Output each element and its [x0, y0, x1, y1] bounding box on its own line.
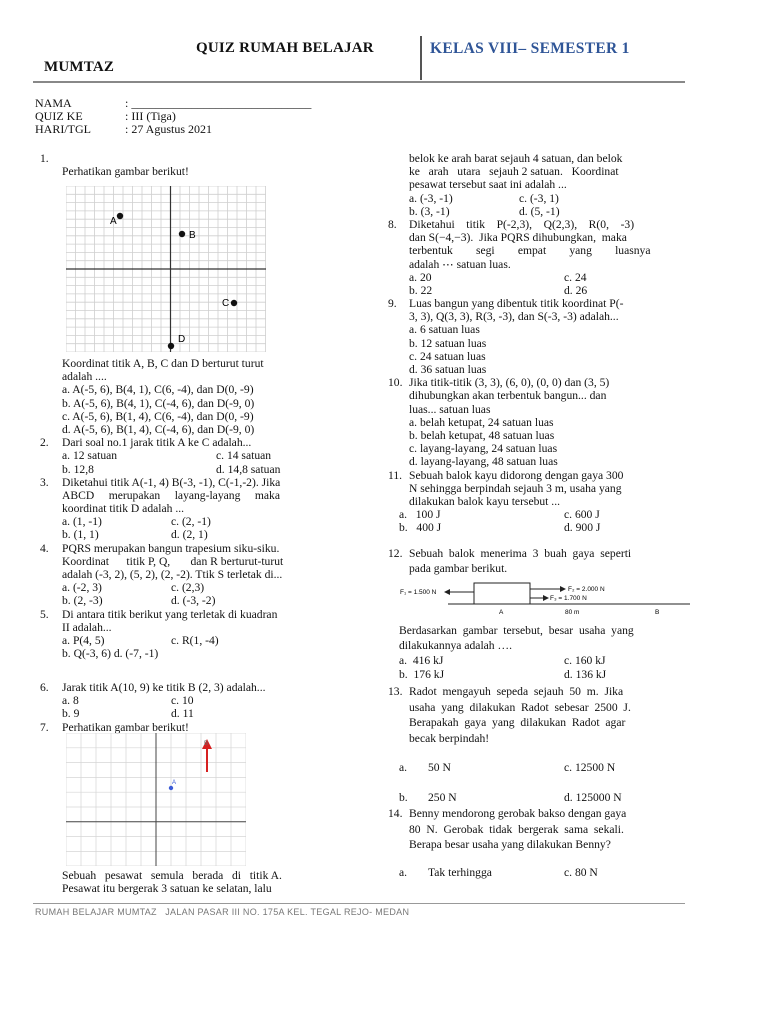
q1-text: Perhatikan gambar berikut!: [62, 165, 189, 179]
q7-line-r1: belok ke arah barat sejauh 4 satuan, dan belok: [409, 152, 623, 165]
q7-option-d[interactable]: d. (5, -1): [519, 204, 560, 218]
q12-line-4: dilakukannya adalah ….: [399, 639, 512, 652]
q4-option-c[interactable]: c. (2,3): [171, 581, 205, 595]
q10-line-2: dihubungkan akan terbentuk bangun... dan: [409, 389, 607, 403]
q12-block-lower: [388, 624, 688, 682]
q14-number: 14.: [388, 807, 403, 820]
q3-option-c[interactable]: c. (2, -1): [171, 515, 211, 529]
q6-option-d[interactable]: d. 11: [171, 707, 194, 721]
q2-number: 2.: [40, 436, 49, 450]
nama-label: NAMA: [35, 96, 72, 110]
q6-option-b[interactable]: b. 9: [62, 707, 80, 721]
q7-label-a: A: [172, 780, 177, 786]
q4-option-a[interactable]: a. (-2, 3): [62, 581, 102, 595]
quiz-subtitle: MUMTAZ: [44, 59, 115, 75]
q11-option-d[interactable]: d. 900 J: [564, 521, 601, 535]
q14-option-c[interactable]: c. 80 N: [564, 866, 598, 879]
q7-option-b[interactable]: b. (3, -1): [409, 204, 450, 218]
q13-option-b-letter: b.: [399, 791, 408, 804]
left-column-q6: [35, 681, 340, 734]
q12-option-d[interactable]: d. 136 kJ: [564, 668, 607, 681]
q8-option-a[interactable]: a. 20: [409, 270, 432, 284]
q7-option-a[interactable]: a. (-3, -1): [409, 191, 453, 205]
footer-rule: [33, 903, 685, 904]
q12-f3-label: F₃ = 1.700 N: [550, 595, 587, 602]
footer-address: RUMAH BELAJAR MUMTAZ JALAN PASAR III NO. 175A KEL. TEGAL REJO- MEDAN: [35, 907, 410, 917]
q8-number: 8.: [388, 217, 397, 231]
q12-point-b: B: [655, 609, 660, 616]
q7-line-1: Sebuah pesawat semula berada di titik A.: [62, 869, 282, 882]
q11-option-a[interactable]: a. 100 J: [399, 508, 441, 522]
q12-number: 12.: [388, 547, 403, 560]
q6-option-c[interactable]: c. 10: [171, 694, 194, 708]
q13-option-d[interactable]: d. 125000 N: [564, 791, 622, 804]
q12-option-a[interactable]: a. 416 kJ: [399, 654, 444, 667]
left-column-lower: [35, 357, 340, 660]
q10-option-a[interactable]: a. belah ketupat, 24 satuan luas: [409, 415, 554, 429]
left-column: [35, 152, 340, 178]
q7-line-r3: pesawat tersebut saat ini adalah ...: [409, 178, 567, 192]
q7-text: Perhatikan gambar berikut!: [62, 720, 189, 734]
q9-option-c[interactable]: c. 24 satuan luas: [409, 349, 486, 363]
q10-option-c[interactable]: c. layang-layang, 24 satuan luas: [409, 442, 558, 456]
q11-line-1: Sebuah balok kayu didorong dengan gaya 300: [409, 468, 624, 482]
q7-option-c[interactable]: c. (-3, 1): [519, 191, 559, 205]
q13-option-b[interactable]: 250 N: [428, 791, 457, 804]
q10-option-d[interactable]: d. layang-layang, 48 satuan luas: [409, 455, 558, 469]
q13-line-3: Berapakah gaya yang dilakukan Radot agar: [409, 716, 626, 729]
q12-distance: 80 m: [565, 609, 580, 616]
q3-line-3: koordinat titik D adalah ...: [62, 502, 185, 516]
q5-option-c[interactable]: c. R(1, -4): [171, 633, 219, 647]
q12-point-a: A: [499, 609, 504, 616]
q12-f3-head: [543, 595, 549, 601]
nama-value[interactable]: : ______________________________: [125, 96, 312, 110]
q1-point-b: [179, 231, 185, 237]
q8-line-1: Diketahui titik P(-2,3), Q(2,3), R(0, -3): [409, 217, 635, 231]
q1-question-l1: Koordinat titik A, B, C dan D berturut turut: [62, 357, 264, 370]
date-value: : 27 Agustus 2021: [125, 122, 213, 136]
q13-options-row1: [388, 761, 688, 774]
q2-option-c[interactable]: c. 14 satuan: [216, 449, 272, 463]
q14-option-a-letter: a.: [399, 866, 408, 879]
q1-option-c[interactable]: c. A(-5, 6), B(1, 4), C(6, -4), dan D(0, -9): [62, 409, 254, 423]
q13-line-4: becak berpindah!: [409, 731, 490, 745]
q3-option-d[interactable]: d. (2, 1): [171, 528, 208, 542]
left-column-q7-text: [35, 869, 340, 895]
q12-force-diagram: [400, 580, 690, 618]
q6-option-a[interactable]: a. 8: [62, 694, 79, 708]
q3-option-b[interactable]: b. (1, 1): [62, 528, 99, 542]
q10-option-b[interactable]: b. belah ketupat, 48 satuan luas: [409, 428, 555, 442]
q10-line-3: luas... satuan luas: [409, 402, 491, 416]
q1-label-c: C: [222, 298, 230, 309]
q3-option-a[interactable]: a. (1, -1): [62, 515, 102, 529]
q3-line-2: ABCD merupakan layang-layang maka: [62, 488, 280, 502]
date-label: HARI/TGL: [35, 122, 91, 136]
q10-line-1: Jika titik-titik (3, 3), (6, 0), (0, 0) dan (3, 5): [409, 376, 610, 390]
q5-number: 5.: [40, 607, 49, 621]
q11-option-b[interactable]: b. 400 J: [399, 521, 442, 535]
q11-line-2: N sehingga berpindah sejauh 3 m, usaha yang: [409, 481, 622, 495]
q12-block: [388, 547, 688, 575]
q1-point-d: [168, 343, 174, 349]
student-info: [35, 97, 311, 136]
q5-option-bd[interactable]: b. Q(-3, 6) d. (-7, -1): [62, 647, 159, 661]
q5-line-1: Di antara titik berikut yang terletak di kuadran: [62, 607, 278, 621]
q8-option-d[interactable]: d. 26: [564, 283, 588, 297]
q1-number: 1.: [40, 152, 49, 165]
q7-coordinate-grid: [66, 733, 246, 866]
q14-line-1: Benny mendorong gerobak bakso dengan gaya: [409, 807, 627, 820]
q13-option-c[interactable]: c. 12500 N: [564, 761, 616, 774]
q1-label-d: D: [178, 334, 186, 345]
q3-number: 3.: [40, 475, 49, 489]
q12-line-1: Sebuah balok menerima 3 buah gaya seperti: [409, 547, 632, 560]
q6-text: Jarak titik A(10, 9) ke titik B (2, 3) adalah...: [62, 681, 266, 694]
q4-line-1: PQRS merupakan bangun trapesium siku-siku.: [62, 541, 280, 555]
q3-line-1: Diketahui titik A(-1, 4) B(-3, -1), C(-1,-2). Jika: [62, 475, 281, 489]
quiz-title: QUIZ RUMAH BELAJAR: [196, 40, 374, 56]
q8-option-b[interactable]: b. 22: [409, 283, 433, 297]
q1-label-a: A: [110, 216, 117, 227]
q7-number: 7.: [40, 720, 49, 734]
header-rule: [33, 81, 685, 83]
q8-line-4: adalah ⋯ satuan luas.: [409, 257, 511, 271]
q7-line-2: Pesawat itu bergerak 3 satuan ke selatan, lalu: [62, 882, 272, 896]
q1-question-l2: adalah ....: [62, 370, 107, 384]
q1-coordinate-grid: [66, 186, 266, 352]
q14-option-a[interactable]: Tak terhingga: [428, 866, 492, 879]
q9-option-b[interactable]: b. 12 satuan luas: [409, 336, 487, 350]
q8-line-3: terbentuk segi empat yang luasnya: [409, 244, 651, 258]
q12-f2-head: [560, 586, 566, 592]
class-info: KELAS VIII– SEMESTER 1: [430, 40, 630, 57]
q4-number: 4.: [40, 541, 49, 555]
q10-number: 10.: [388, 376, 403, 390]
q11-option-c[interactable]: c. 600 J: [564, 508, 600, 522]
q13-options-row2: [388, 791, 688, 804]
q2-text: Dari soal no.1 jarak titik A ke C adalah...: [62, 436, 252, 450]
q9-line-1: Luas bangun yang dibentuk titik koordinat P(-: [409, 297, 624, 311]
q14-line-2: 80 N. Gerobak tidak bergerak sama sekali.: [409, 822, 624, 836]
q1-point-a: [117, 213, 123, 219]
q7-point-a: [169, 786, 173, 790]
q12-f1-label: F₁ = 1.500 N: [400, 589, 437, 596]
q14-line-3: Berapa besar usaha yang dilakukan Benny?: [409, 838, 611, 851]
q12-option-b[interactable]: b. 176 kJ: [399, 668, 445, 681]
q2-option-d[interactable]: d. 14,8 satuan: [216, 462, 281, 476]
header-divider: [420, 36, 422, 80]
q2-option-a[interactable]: a. 12 satuan: [62, 449, 118, 463]
quiz-value: : III (Tiga): [125, 109, 176, 123]
q1-option-d[interactable]: d. A(-5, 6), B(1, 4), C(-4, 6), dan D(-9, 0): [62, 422, 255, 436]
q9-line-2: 3, 3), Q(3, 3), R(3, -3), dan S(-3, -3) adalah...: [409, 310, 619, 324]
q13-line-2: usaha yang dilakukan Radot sebesar 2500 J.: [409, 700, 631, 714]
q12-block-box: [474, 583, 530, 604]
q9-option-a[interactable]: a. 6 satuan luas: [409, 323, 480, 337]
q8-line-2: dan S(−4,−3). Jika PQRS dihubungkan, maka: [409, 231, 627, 245]
q5-line-2: II adalah...: [62, 620, 112, 634]
q13-number: 13.: [388, 685, 403, 698]
q7-line-r2: ke arah utara sejauh 2 satuan. Koordinat: [409, 165, 619, 179]
q9-option-d[interactable]: d. 36 satuan luas: [409, 363, 487, 376]
q12-f1-head: [444, 589, 450, 595]
q1-option-b[interactable]: b. A(-5, 6), B(4, 1), C(-4, 6), dan D(-9, 0): [62, 396, 255, 410]
q4-option-b[interactable]: b. (2, -3): [62, 594, 103, 608]
q13-option-a-letter: a.: [399, 761, 408, 774]
q1-option-a[interactable]: a. A(-5, 6), B(4, 1), C(6, -4), dan D(0, -9): [62, 383, 254, 397]
q12-option-c[interactable]: c. 160 kJ: [564, 654, 606, 667]
quiz-label: QUIZ KE: [35, 109, 83, 123]
q14-block: [388, 807, 688, 854]
q1-point-c: [231, 300, 237, 306]
q8-option-c[interactable]: c. 24: [564, 270, 587, 284]
q4-line-2: Koordinat titik P, Q, dan R berturut-turut: [62, 554, 284, 568]
q2-option-b[interactable]: b. 12,8: [62, 462, 94, 476]
q5-option-a[interactable]: a. P(4, 5): [62, 633, 105, 647]
q12-line-2: pada gambar berikut.: [409, 562, 508, 575]
q6-number: 6.: [40, 681, 49, 694]
q9-number: 9.: [388, 297, 397, 311]
q11-number: 11.: [388, 468, 403, 482]
q13-option-a[interactable]: 50 N: [428, 761, 451, 774]
q12-f2-label: F₂ = 2.000 N: [568, 586, 605, 593]
q4-option-d[interactable]: d. (-3, -2): [171, 594, 216, 608]
q4-line-3: adalah (-3, 2), (5, 2), (2, -2). Ttik S terletak di...: [62, 568, 283, 581]
q14-options: [388, 866, 688, 879]
q1-label-b: B: [189, 230, 196, 241]
q7-label-b: B: [204, 741, 209, 747]
q13-block: [388, 685, 688, 747]
right-column: [388, 152, 688, 534]
q11-line-3: dilakukan balok kayu tersebut ...: [409, 494, 561, 508]
q12-line-3: Berdasarkan gambar tersebut, besar usaha yang: [399, 624, 634, 637]
q13-line-1: Radot mengayuh sepeda sejauh 50 m. Jika: [409, 685, 624, 698]
